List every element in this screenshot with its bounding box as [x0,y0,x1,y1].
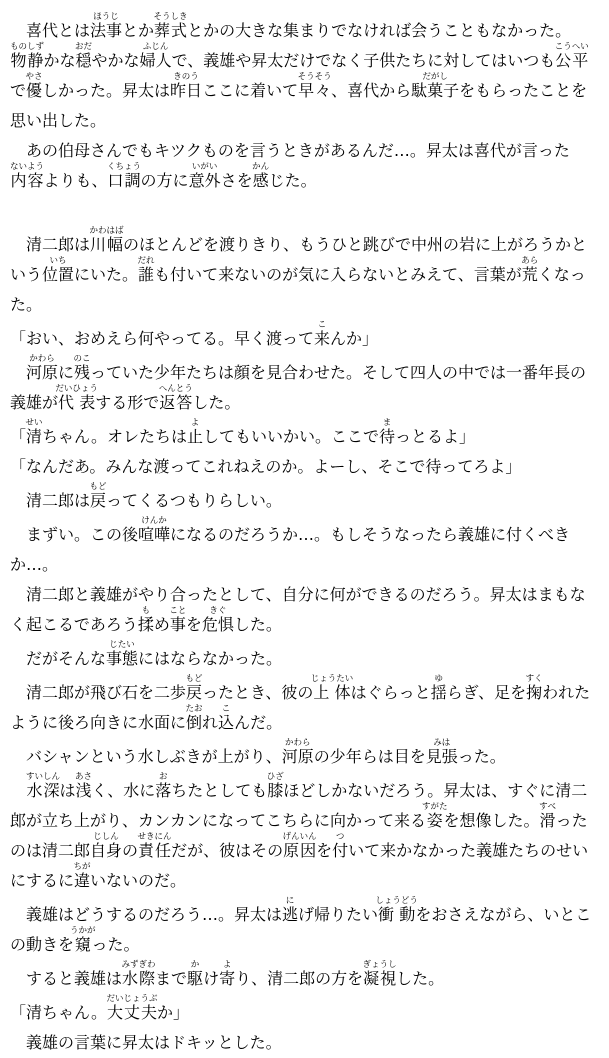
paragraph: 河原かわらに残のこっていた少年たちは顔を見合わせた。そして四人の中では一番年長の義雄が代表だいひょうする形で返答へんとうした。 [10,354,587,412]
furigana: けんか [138,516,171,526]
furigana: じたい [106,640,139,650]
ruby-annotated-text: 早々そうそう [297,72,332,100]
furigana: こ [218,704,235,714]
ruby-annotated-text: 危惧きぐ [201,606,234,634]
furigana: ものしず [10,42,45,52]
furigana: すいしん [26,772,61,782]
furigana: げんいん [282,832,317,842]
furigana: に [282,896,299,906]
paragraph: 清二郎は戻もどってくるつもりらしい。 [26,482,282,510]
ruby-annotated-text: 揺ゆ [430,674,447,702]
ruby-annotated-text: 川幅かわはば [89,226,124,254]
furigana: かわはば [89,226,124,236]
furigana: そうしき [153,12,188,22]
ruby-annotated-text: 公平こうへい [554,42,589,70]
ruby-annotated-text: 膝ひざ [266,772,284,800]
furigana: へんとう [158,384,193,394]
furigana: たお [185,704,203,714]
furigana: うかが [70,926,96,936]
furigana: すく [525,674,543,684]
ruby-annotated-text: 事態じたい [106,640,139,668]
furigana: きぐ [201,606,234,616]
furigana: やさ [25,72,43,82]
furigana: みずぎわ [121,960,156,970]
furigana: ちが [73,862,91,872]
furigana: よ [187,418,204,428]
furigana: ないよう [10,162,45,172]
paragraph: 水深すいしんは浅あさく、水に落おちたとしても膝ひざほどしかないだろう。昇太は、すぐに清二郎が立ち上がり、カンカンになってこちらに向かって来る姿すがたを想像した。滑すべったのは清二郎自身じしんの責任せきにんだが、彼はその原因げんいんを付ついて来かなかった義雄たちのせいにするに違ちがいないのだ。 [10,772,589,890]
text-body [10,12,600,1058]
ruby-annotated-text: 掬すく [525,674,543,702]
furigana: だいじょうぶ [106,994,158,1004]
furigana: こ [314,320,331,330]
ruby-annotated-text: 感かん [252,162,270,190]
ruby-annotated-text: 浅あさ [75,772,93,800]
ruby-annotated-text: 駆か [187,960,204,988]
furigana: も [137,606,154,616]
furigana: か [187,960,204,970]
paragraph: バシャンという水しぶきが上がり、河原かわらの少年らは目を見張みはった。 [26,738,506,766]
ruby-annotated-text: 姿すがた [422,802,448,830]
ruby-annotated-text: 婦人ふじん [139,42,172,70]
ruby-annotated-text: 揉も [137,606,154,634]
paragraph: 清二郎と義雄がやり合ったとして、自分に何ができるのだろう。昇太はまもなく起こるであろう揉もめ事ことを危惧きぐした。 [10,585,586,634]
furigana: かん [252,162,270,172]
paragraph: だがそんな事態じたいにはならなかった。 [26,640,283,668]
ruby-annotated-text: 河原かわら [26,354,59,382]
ruby-annotated-text: 喧嘩けんか [138,516,171,544]
furigana: ぎょうし [362,960,397,970]
furigana: あら [521,256,539,266]
furigana: きのう [170,72,203,82]
ruby-annotated-text: 清せい [25,418,43,446]
ruby-annotated-text: 口調くちょう [107,162,142,190]
ruby-annotated-text: 葬式そうしき [153,12,188,40]
furigana: もど [89,482,107,492]
furigana: だれ [137,256,155,266]
ruby-annotated-text: 河原かわら [281,738,314,766]
paragraph: あの伯母さんでもキツクものを言うときがあるんだ…。昇太は喜代が言った内容ないようよりも、口調くちょうの方に意外いがいさを感かんじた。 [10,141,570,190]
ruby-annotated-text: 窺うかが [70,926,96,954]
ruby-annotated-text: 衝動しょうどう [375,896,418,924]
ruby-annotated-text: 凝視ぎょうし [362,960,397,988]
ruby-annotated-text: 戻もど [89,482,107,510]
paragraph: 「おい、おめえら何やってる。早く渡って来こんか」 [10,320,379,348]
furigana: そうそう [297,72,332,82]
paragraph: 喜代とは法事ほうじとか葬式そうしきとかの大きな集まりでなければ会うこともなかった。物静ものしずかな穏おだやかな婦人ふじんで、義雄や昇太だけでなく子供たちに対してはいつも公平こうへいで優やさしかった。昇太は昨日きのうここに着いて早々そうそう、喜代から駄菓子だがしをもらったことを思い出した。 [10,12,589,130]
paragraph: すると義雄は水際みずぎわまで駆かけ寄より、清二郎の方を凝視ぎょうしした。 [26,960,445,988]
furigana: こうへい [554,42,589,52]
paragraph: 「なんだあ。みんな渡ってこれねえのか。よーし、そこで待ってろよ」 [10,457,522,476]
ruby-annotated-text: 事こと [169,606,187,634]
furigana: つ [332,832,349,842]
ruby-annotated-text: 優やさ [25,72,43,100]
furigana: かわら [281,738,314,748]
ruby-annotated-text: 穏おだ [75,42,93,70]
ruby-annotated-text: 駄菓子だがし [411,72,460,100]
furigana: お [155,772,172,782]
paragraph: 清二郎は川幅かわはばのほとんどを渡りきり、もうひと跳びで中州の岩に上がろうかという位置いちにいた。誰だれも付いて来ないのが気に入らないとみえて、言葉が荒あらくなった。 [10,226,588,314]
paragraph: 義雄はどうするのだろう…。昇太は逃にげ帰りたい衝動しょうどうをおさえながら、いとこの動きを窺うかがった。 [10,896,592,954]
ruby-annotated-text: 返答へんとう [158,384,193,412]
ruby-annotated-text: 違ちが [73,862,91,890]
paragraph: 清二郎が飛び石を二歩戻もどったとき、彼の上体じょうたいはぐらっと揺ゆらぎ、足を掬すくわれたように後ろ向きに水面に倒たおれ込こんだ。 [10,674,591,732]
ruby-annotated-text: 滑すべ [539,802,556,830]
furigana: くちょう [107,162,142,172]
ruby-annotated-text: 昨日きのう [170,72,203,100]
ruby-annotated-text: 残のこ [73,354,91,382]
ruby-annotated-text: 大丈夫だいじょうぶ [106,994,158,1022]
furigana: よ [219,960,236,970]
ruby-annotated-text: 倒たお [185,704,203,732]
furigana: じょうたい [310,674,354,684]
furigana: すべ [539,802,556,812]
furigana: せい [25,418,43,428]
ruby-annotated-text: 代表だいひょう [55,384,98,412]
furigana: もど [185,674,203,684]
ruby-annotated-text: 原因げんいん [282,832,317,860]
furigana: おだ [75,42,93,52]
furigana: いがい [188,162,221,172]
furigana: だがし [411,72,460,82]
ruby-annotated-text: 来こ [314,320,331,348]
furigana: ゆ [430,674,447,684]
furigana: ひざ [266,772,284,782]
ruby-annotated-text: 物静ものしず [10,42,45,70]
furigana: いち [42,256,75,266]
furigana: あさ [75,772,93,782]
paragraph: 義雄の言葉に昇太はドキッとした。 [26,1033,282,1052]
ruby-annotated-text: 水際みずぎわ [121,960,156,988]
ruby-annotated-text: 逃に [282,896,299,924]
ruby-annotated-text: 内容ないよう [10,162,45,190]
ruby-annotated-text: 戻もど [185,674,203,702]
paragraph: まずい。この後喧嘩けんかになるのだろうか…。もしそうなったら義雄に付くべきか…。 [10,516,571,574]
ruby-annotated-text: 位置いち [42,256,75,284]
ruby-annotated-text: 落お [155,772,172,800]
paragraph: 「清ちゃん。大丈夫だいじょうぶか」 [10,994,189,1022]
ruby-annotated-text: 誰だれ [137,256,155,284]
ruby-annotated-text: 荒あら [521,256,539,284]
ruby-annotated-text: 意外いがい [188,162,221,190]
furigana: すがた [422,802,448,812]
ruby-annotated-text: 見張みは [425,738,458,766]
furigana: だいひょう [55,384,98,394]
ruby-annotated-text: 水深すいしん [26,772,61,800]
furigana: ま [379,418,396,428]
furigana: じしん [90,832,123,842]
paragraph: 「清せいちゃん。オレたちは止よしてもいいかい。ここで待まっとるよ」 [10,418,476,446]
ruby-annotated-text: 込こ [218,704,235,732]
furigana: ふじん [139,42,172,52]
furigana: のこ [73,354,91,364]
ruby-annotated-text: 責任せきにん [137,832,172,860]
ruby-annotated-text: 止よ [187,418,204,446]
furigana: こと [169,606,187,616]
furigana: かわら [26,354,59,364]
ruby-annotated-text: 寄よ [219,960,236,988]
furigana: せきにん [137,832,172,842]
ruby-annotated-text: 上体じょうたい [310,674,354,702]
ruby-annotated-text: 付つ [332,832,349,860]
blank-line [10,196,600,226]
ruby-annotated-text: 待ま [379,418,396,446]
furigana: みは [425,738,458,748]
ruby-annotated-text: 法事ほうじ [90,12,123,40]
furigana: しょうどう [375,896,418,906]
furigana: ほうじ [90,12,123,22]
ruby-annotated-text: 自身じしん [90,832,123,860]
